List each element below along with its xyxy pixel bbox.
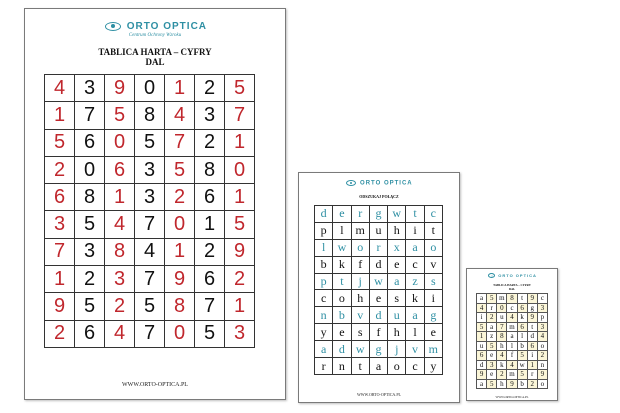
chart-cell: 1 xyxy=(45,102,75,129)
chart-cell: 5 xyxy=(45,129,75,156)
logo xyxy=(25,21,285,38)
eye-logo-icon xyxy=(105,22,121,31)
chart-cell: 5 xyxy=(195,320,225,347)
chart-cell: d xyxy=(315,206,333,223)
chart-cell: 7 xyxy=(135,320,165,347)
chart-cell: z xyxy=(406,273,424,290)
chart-cell: n xyxy=(315,307,333,324)
chart-cell: 9 xyxy=(507,379,517,389)
chart-cell: a xyxy=(315,341,333,358)
chart-cell: i xyxy=(527,351,537,361)
chart-cell: t xyxy=(527,322,537,332)
chart-cell: a xyxy=(388,273,406,290)
chart-cell: 2 xyxy=(225,266,255,293)
chart-row xyxy=(477,332,548,342)
chart-cell: i xyxy=(406,222,424,239)
chart-cell: t xyxy=(517,294,527,304)
chart-cell: o xyxy=(333,290,351,307)
chart-cell: c xyxy=(537,294,547,304)
chart-cell: l xyxy=(333,222,351,239)
footer-url: WWW.ORTO-OPTICA.PL xyxy=(122,382,188,388)
chart-cell: j xyxy=(388,341,406,358)
chart-cell: m xyxy=(351,222,369,239)
chart-cell: t xyxy=(424,222,442,239)
chart-cell: 7 xyxy=(135,211,165,238)
chart-cell: r xyxy=(527,370,537,380)
chart-cell: 2 xyxy=(487,313,497,323)
chart-cell: h xyxy=(497,341,507,351)
chart-cell: 7 xyxy=(195,293,225,320)
chart-cell: m xyxy=(497,294,507,304)
chart-cell: c xyxy=(315,290,333,307)
chart-cell: w xyxy=(369,273,387,290)
chart-cell: 0 xyxy=(225,156,255,183)
chart-cell: e xyxy=(388,256,406,273)
chart-cell: 2 xyxy=(45,156,75,183)
chart-cell: v xyxy=(351,307,369,324)
chart-cell: 4 xyxy=(165,102,195,129)
chart-cell: 7 xyxy=(45,238,75,265)
chart-cell: a xyxy=(487,322,497,332)
chart-cell: 3 xyxy=(75,75,105,102)
chart-cell: 4 xyxy=(507,360,517,370)
logo-text: ORTO OPTICA xyxy=(498,273,537,278)
chart-row xyxy=(477,294,548,304)
chart-row xyxy=(477,360,548,370)
chart-cell: p xyxy=(315,273,333,290)
chart-cell: 3 xyxy=(75,238,105,265)
chart-cell: 4 xyxy=(477,303,487,313)
chart-cell: d xyxy=(527,332,537,342)
chart-cell: 1 xyxy=(527,360,537,370)
chart-cell: 4 xyxy=(45,75,75,102)
chart-cell: 5 xyxy=(487,379,497,389)
chart-row xyxy=(45,320,255,347)
chart-row xyxy=(315,206,443,223)
chart-row xyxy=(315,239,443,256)
chart-cell: 2 xyxy=(195,238,225,265)
chart-cell: 1 xyxy=(195,211,225,238)
chart-cell: x xyxy=(388,239,406,256)
chart-cell: 5 xyxy=(487,294,497,304)
chart-cell: 9 xyxy=(527,313,537,323)
chart-cell: t xyxy=(333,273,351,290)
chart-cell: 3 xyxy=(105,266,135,293)
chart-cell: a xyxy=(406,239,424,256)
chart-cell: 6 xyxy=(477,351,487,361)
chart-cell: 1 xyxy=(165,238,195,265)
chart-cell: 5 xyxy=(105,102,135,129)
chart-cell: p xyxy=(315,222,333,239)
chart-cell: r xyxy=(369,239,387,256)
chart-cell: l xyxy=(406,324,424,341)
chart-cell: 5 xyxy=(517,370,527,380)
chart-cell: g xyxy=(527,303,537,313)
chart-cell: 7 xyxy=(165,129,195,156)
chart-row xyxy=(315,358,443,375)
chart-cell: 9 xyxy=(477,370,487,380)
chart-cell: f xyxy=(507,351,517,361)
chart-cell: h xyxy=(351,290,369,307)
chart-cell: u xyxy=(477,341,487,351)
chart-cell: c xyxy=(406,256,424,273)
chart-cell: g xyxy=(369,341,387,358)
page-subtitle: DAL xyxy=(145,57,165,67)
chart-cell: 4 xyxy=(507,313,517,323)
chart-cell: 5 xyxy=(225,211,255,238)
chart-cell: a xyxy=(477,294,487,304)
chart-cell: 6 xyxy=(105,156,135,183)
chart-cell: o xyxy=(424,239,442,256)
chart-cell: 6 xyxy=(195,184,225,211)
chart-cell: t xyxy=(406,206,424,223)
logo-text: ORTO OPTICA xyxy=(126,21,208,32)
chart-cell: e xyxy=(424,324,442,341)
chart-cell: h xyxy=(388,324,406,341)
chart-cell: d xyxy=(477,360,487,370)
chart-cell: k xyxy=(497,360,507,370)
chart-cell: b xyxy=(517,341,527,351)
chart-cell: 9 xyxy=(165,266,195,293)
chart-cell: 1 xyxy=(45,266,75,293)
chart-row xyxy=(315,324,443,341)
chart-row xyxy=(45,129,255,156)
chart-cell: 1 xyxy=(165,75,195,102)
chart-row xyxy=(315,307,443,324)
chart-cell: 8 xyxy=(105,238,135,265)
chart-cell: d xyxy=(369,307,387,324)
chart-cell: 7 xyxy=(497,322,507,332)
logo-text: ORTO OPTICA xyxy=(360,180,413,187)
chart-cell: 3 xyxy=(195,102,225,129)
chart-cell: d xyxy=(333,341,351,358)
chart-cell: w xyxy=(333,239,351,256)
chart-row xyxy=(477,341,548,351)
chart-cell: w xyxy=(351,341,369,358)
chart-cell: 0 xyxy=(165,211,195,238)
chart-row xyxy=(477,351,548,361)
chart-cell: 9 xyxy=(225,238,255,265)
chart-cell: e xyxy=(333,324,351,341)
chart-cell: i xyxy=(477,313,487,323)
chart-cell: k xyxy=(517,313,527,323)
chart-cell: a xyxy=(406,307,424,324)
sheet-letters-medium xyxy=(298,172,460,403)
chart-row xyxy=(477,322,548,332)
chart-cell: 4 xyxy=(537,332,547,342)
chart-cell: 3 xyxy=(45,211,75,238)
chart-cell: 6 xyxy=(517,322,527,332)
chart-cell: s xyxy=(388,290,406,307)
chart-cell: 4 xyxy=(135,238,165,265)
chart-cell: o xyxy=(537,379,547,389)
chart-row xyxy=(45,184,255,211)
chart-row xyxy=(315,256,443,273)
chart-cell: 4 xyxy=(497,351,507,361)
chart-cell: 5 xyxy=(517,351,527,361)
chart-cell: 5 xyxy=(165,156,195,183)
chart-cell: 7 xyxy=(225,102,255,129)
page-title: TABLICA HARTA – CYFRY xyxy=(98,47,212,57)
mixed-chart-table xyxy=(476,293,548,389)
chart-cell: 5 xyxy=(135,293,165,320)
logo-subtitle: Centrum Ochrony Wzroku xyxy=(128,33,182,38)
chart-cell: 6 xyxy=(195,266,225,293)
chart-cell: l xyxy=(315,239,333,256)
chart-cell: k xyxy=(406,290,424,307)
chart-row xyxy=(45,75,255,102)
chart-cell: 3 xyxy=(135,184,165,211)
chart-cell: v xyxy=(424,256,442,273)
chart-cell: o xyxy=(351,239,369,256)
chart-cell: s xyxy=(424,273,442,290)
footer-url: WWW.ORTO-OPTICA.PL xyxy=(357,392,401,397)
chart-cell: g xyxy=(424,307,442,324)
digit-chart-table xyxy=(44,74,255,348)
chart-cell: 5 xyxy=(135,129,165,156)
chart-cell: k xyxy=(333,256,351,273)
chart-cell: c xyxy=(424,206,442,223)
chart-cell: 1 xyxy=(225,293,255,320)
chart-cell: a xyxy=(507,332,517,342)
chart-cell: u xyxy=(369,222,387,239)
chart-cell: 2 xyxy=(105,293,135,320)
chart-cell: 6 xyxy=(75,129,105,156)
chart-cell: 2 xyxy=(537,351,547,361)
chart-cell: y xyxy=(315,324,333,341)
chart-row xyxy=(45,266,255,293)
chart-cell: c xyxy=(507,303,517,313)
chart-cell: v xyxy=(406,341,424,358)
chart-cell: 1 xyxy=(477,332,487,342)
chart-cell: c xyxy=(406,358,424,375)
chart-cell: 5 xyxy=(487,341,497,351)
chart-cell: l xyxy=(507,341,517,351)
page-title: ODSZUKAJ POŁĄCZ xyxy=(359,194,399,199)
chart-cell: 6 xyxy=(75,320,105,347)
page-subtitle: DAL xyxy=(508,287,516,291)
chart-cell: 5 xyxy=(225,75,255,102)
chart-cell: 4 xyxy=(105,211,135,238)
chart-cell: 0 xyxy=(135,75,165,102)
chart-cell: 0 xyxy=(497,303,507,313)
chart-row xyxy=(315,222,443,239)
chart-cell: h xyxy=(388,222,406,239)
chart-cell: 0 xyxy=(165,320,195,347)
chart-cell: 7 xyxy=(75,102,105,129)
chart-cell: y xyxy=(424,358,442,375)
chart-cell: o xyxy=(388,358,406,375)
chart-cell: n xyxy=(537,360,547,370)
chart-cell: 7 xyxy=(135,266,165,293)
chart-cell: 8 xyxy=(195,156,225,183)
chart-cell: 2 xyxy=(45,320,75,347)
chart-cell: e xyxy=(333,206,351,223)
chart-cell: 8 xyxy=(497,332,507,342)
chart-row xyxy=(315,273,443,290)
chart-cell: 9 xyxy=(105,75,135,102)
chart-cell: 9 xyxy=(527,294,537,304)
chart-cell: b xyxy=(333,307,351,324)
chart-cell: 2 xyxy=(497,370,507,380)
chart-cell: 0 xyxy=(75,156,105,183)
letter-chart-table xyxy=(314,205,443,375)
chart-row xyxy=(45,102,255,129)
chart-cell: 1 xyxy=(225,184,255,211)
chart-cell: m xyxy=(507,370,517,380)
chart-cell: 8 xyxy=(165,293,195,320)
chart-cell: r xyxy=(487,303,497,313)
chart-cell: m xyxy=(424,341,442,358)
chart-cell: r xyxy=(351,206,369,223)
chart-cell: 3 xyxy=(487,360,497,370)
eye-logo-icon xyxy=(346,180,356,186)
chart-row xyxy=(315,290,443,307)
chart-cell: 2 xyxy=(165,184,195,211)
chart-cell: o xyxy=(537,341,547,351)
chart-cell: 5 xyxy=(477,322,487,332)
chart-cell: j xyxy=(351,273,369,290)
logo xyxy=(299,180,459,187)
eye-logo-icon xyxy=(488,273,495,278)
chart-cell: 8 xyxy=(507,294,517,304)
chart-cell: l xyxy=(517,332,527,342)
chart-cell: 6 xyxy=(517,303,527,313)
chart-row xyxy=(45,293,255,320)
chart-cell: g xyxy=(369,206,387,223)
chart-cell: s xyxy=(351,324,369,341)
chart-row xyxy=(315,341,443,358)
chart-row xyxy=(45,211,255,238)
chart-cell: 5 xyxy=(75,293,105,320)
chart-row xyxy=(477,313,548,323)
chart-row xyxy=(45,156,255,183)
chart-cell: a xyxy=(369,358,387,375)
chart-cell: 3 xyxy=(225,320,255,347)
chart-cell: f xyxy=(351,256,369,273)
chart-cell: e xyxy=(487,351,497,361)
chart-cell: e xyxy=(369,290,387,307)
chart-cell: 2 xyxy=(195,75,225,102)
chart-cell: 1 xyxy=(225,129,255,156)
chart-cell: t xyxy=(351,358,369,375)
sheet-mixed-small xyxy=(466,268,558,401)
chart-cell: z xyxy=(487,332,497,342)
chart-cell: f xyxy=(369,324,387,341)
chart-cell: m xyxy=(507,322,517,332)
chart-row xyxy=(477,303,548,313)
chart-cell: 3 xyxy=(537,322,547,332)
chart-cell: p xyxy=(537,313,547,323)
page-title: TABLICA HARTA – CYFRY xyxy=(493,283,531,287)
sheet-digits-large xyxy=(24,8,286,400)
chart-cell: r xyxy=(315,358,333,375)
chart-cell: e xyxy=(487,370,497,380)
logo xyxy=(467,273,557,278)
chart-cell: 3 xyxy=(537,303,547,313)
chart-cell: 0 xyxy=(105,129,135,156)
chart-cell: 8 xyxy=(135,102,165,129)
chart-cell: a xyxy=(477,379,487,389)
chart-cell: u xyxy=(497,313,507,323)
chart-row xyxy=(477,370,548,380)
chart-cell: b xyxy=(517,379,527,389)
chart-cell: 2 xyxy=(195,129,225,156)
chart-cell: n xyxy=(333,358,351,375)
chart-cell: 6 xyxy=(527,341,537,351)
chart-cell: w xyxy=(517,360,527,370)
chart-cell: b xyxy=(315,256,333,273)
chart-cell: d xyxy=(369,256,387,273)
chart-cell: 3 xyxy=(135,156,165,183)
chart-cell: 6 xyxy=(45,184,75,211)
chart-row xyxy=(477,379,548,389)
chart-cell: 9 xyxy=(45,293,75,320)
chart-cell: u xyxy=(388,307,406,324)
chart-cell: 1 xyxy=(105,184,135,211)
chart-cell: 5 xyxy=(75,211,105,238)
chart-cell: i xyxy=(424,290,442,307)
chart-cell: w xyxy=(388,206,406,223)
chart-cell: h xyxy=(497,379,507,389)
chart-row xyxy=(45,238,255,265)
chart-cell: 8 xyxy=(75,184,105,211)
chart-cell: 4 xyxy=(105,320,135,347)
chart-cell: 2 xyxy=(75,266,105,293)
chart-cell: 9 xyxy=(537,370,547,380)
footer-url: WWW.ORTO-OPTICA.PL xyxy=(495,395,529,399)
chart-cell: 2 xyxy=(527,379,537,389)
